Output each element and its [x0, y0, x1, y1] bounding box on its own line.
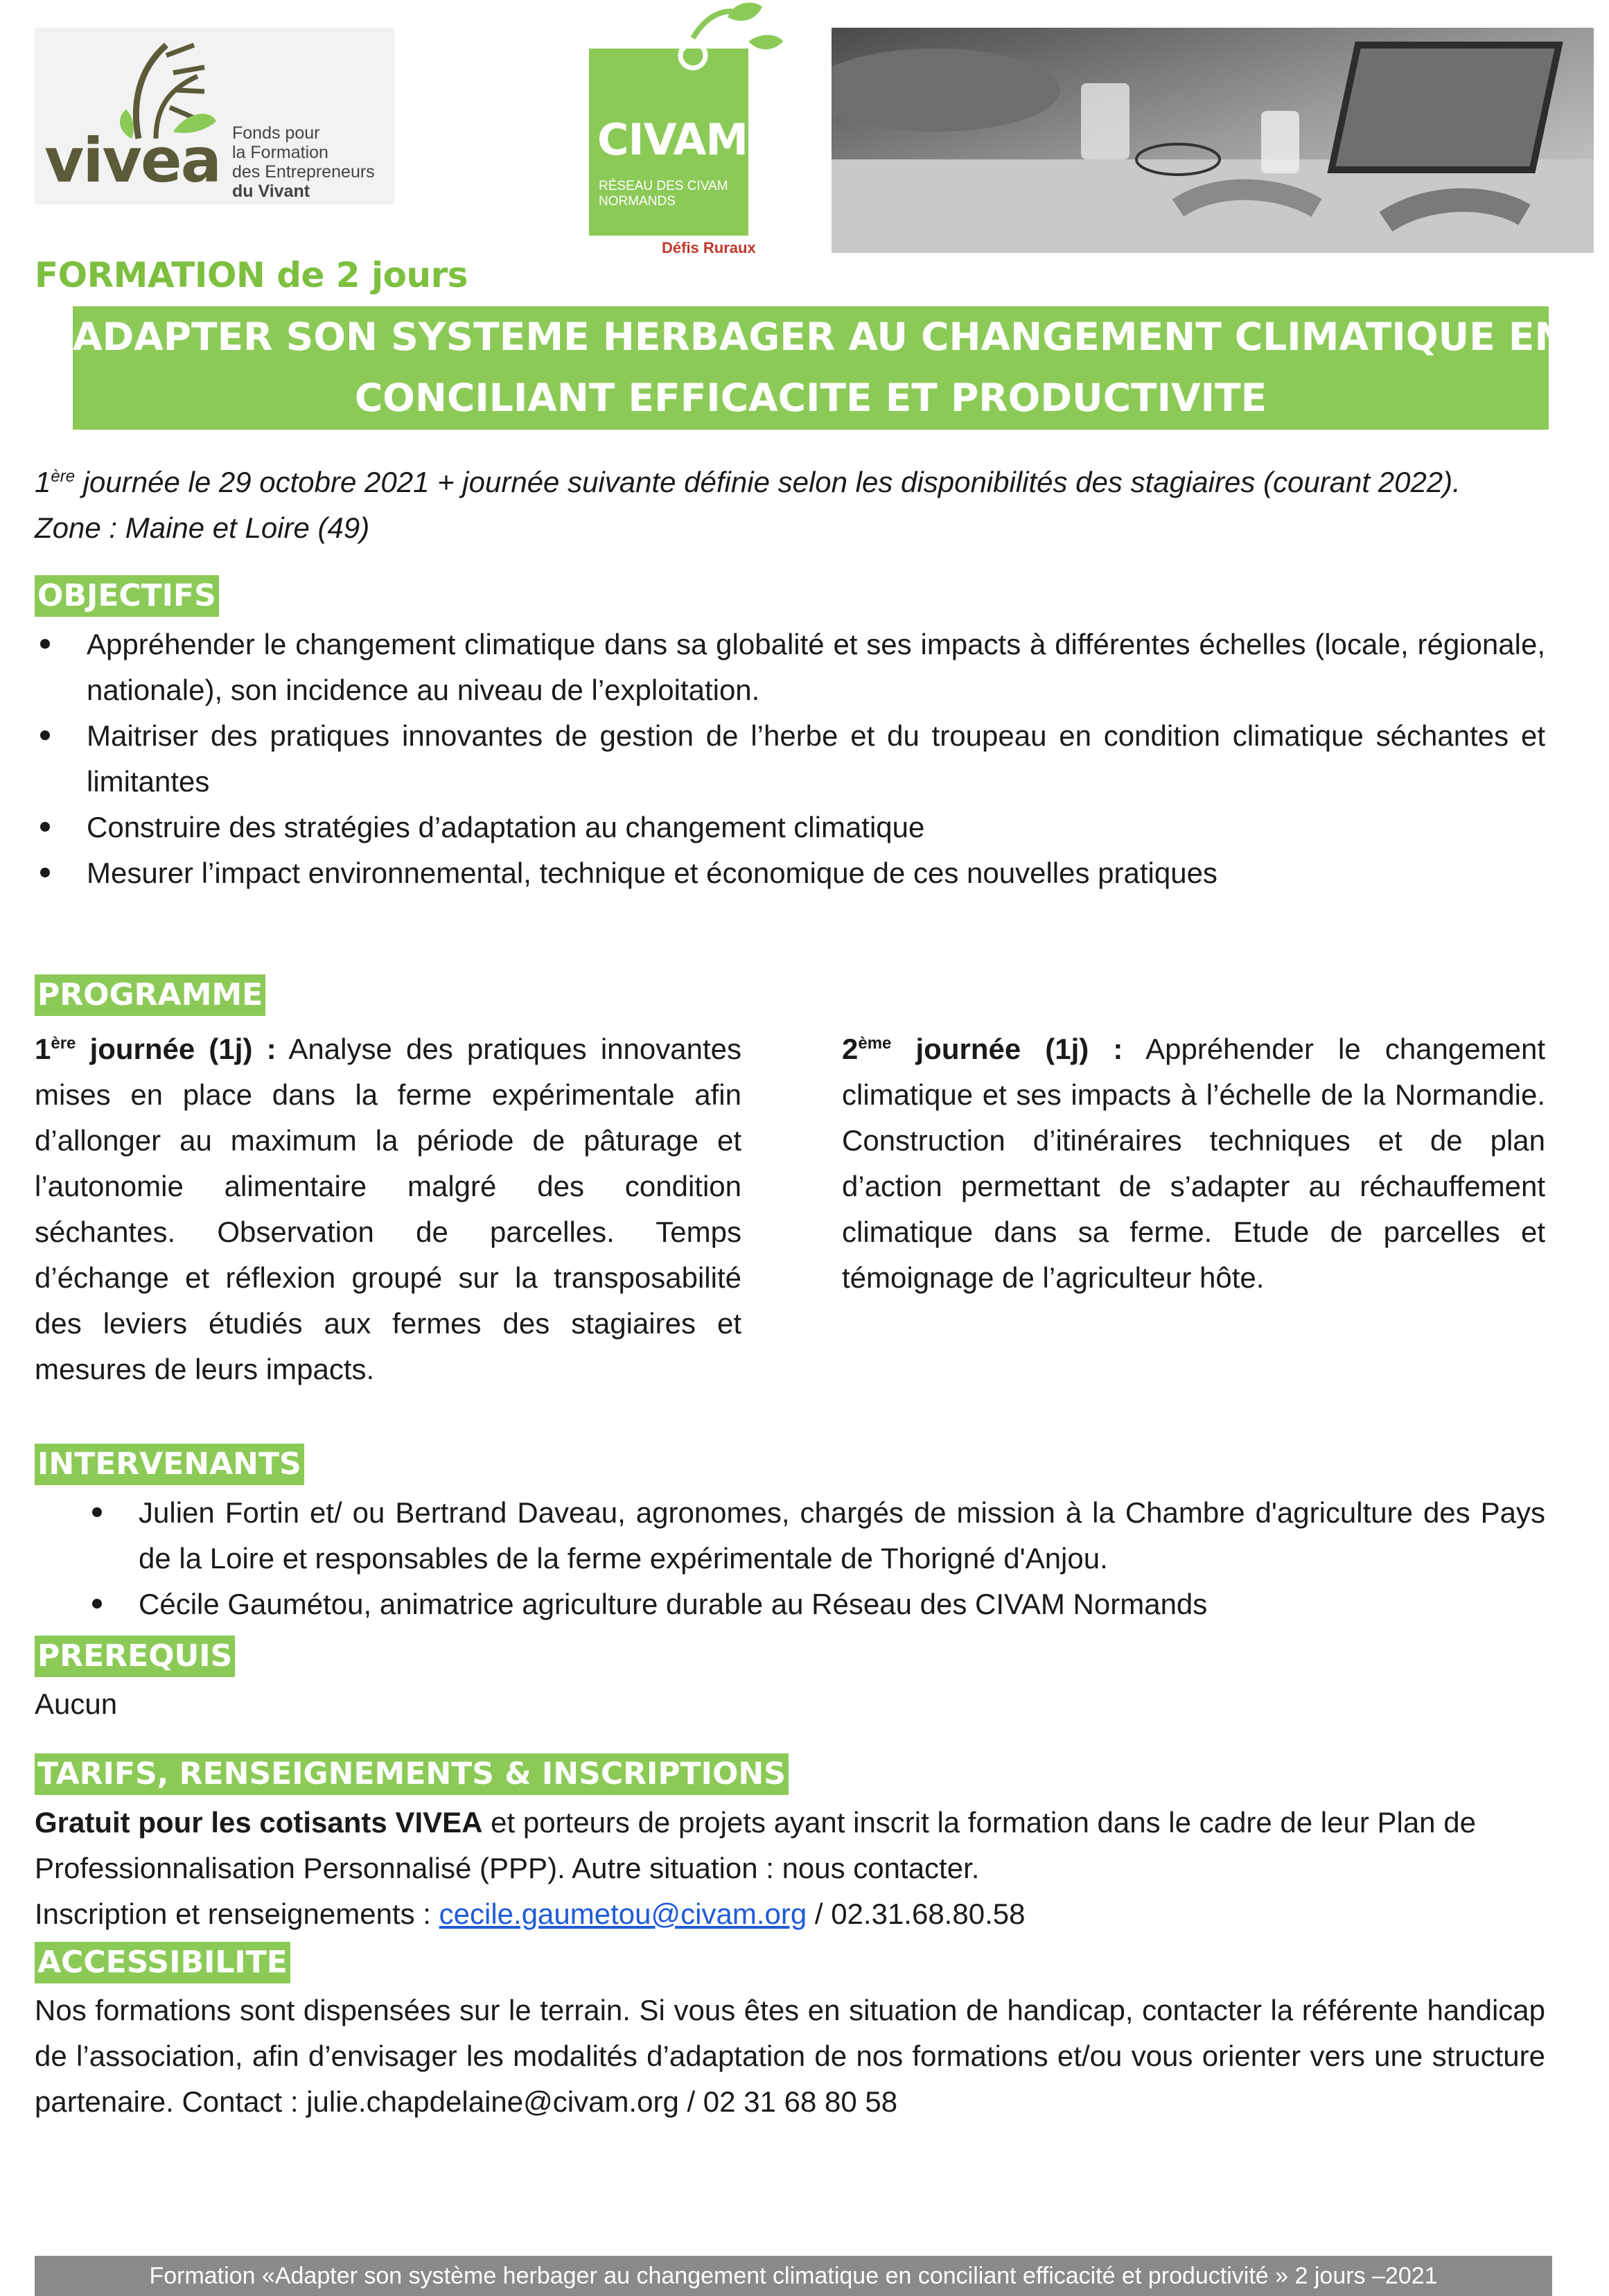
list-item: Appréhender le changement climatique dans sa globalité et ses impacts à différentes échelles (locale, régionale, nationale), son incidence au niveau de l’exploitation.	[35, 622, 1545, 713]
objectifs-heading: OBJECTIFS	[35, 575, 219, 617]
vivea-wordmark: vivea	[44, 125, 220, 196]
list-item: Julien Fortin et/ ou Bertrand Daveau, agronomes, chargés de mission à la Chambre d'agriculture des Pays de la Loire et responsables de la ferme expérimentale de Thorigné d'Anjou.	[87, 1490, 1545, 1581]
tarifs-text: Gratuit pour les cotisants VIVEA et porteurs de projets ayant inscrit la formation dans le cadre de leur Plan de Professionnalisation Personnalisé (PPP). Autre situation : nous contacter. Inscription et renseignements : cecile.gaumetou@civam.org / 02.31.68.80.58	[35, 1806, 1476, 1930]
programme-day-2: 2ème journée (1j) : Appréhender le changement climatique et ses impacts à l’échelle de la Normandie. Construction d’itinéraires techniques et de plan d’action permettant de s’adapter au réchauffement climatique dans sa ferme. Etude de parcelles et témoignage de l’agriculteur hôte.	[842, 1033, 1545, 1294]
bullet-icon	[40, 639, 50, 649]
intervenants-heading: INTERVENANTS	[35, 1444, 304, 1485]
prerequis-text: Aucun	[35, 1688, 118, 1720]
dates-line-2: Zone : Maine et Loire (49)	[35, 511, 370, 544]
bullet-icon	[40, 822, 50, 832]
bullet-icon	[40, 868, 50, 877]
session-dates	[35, 454, 1573, 551]
vivea-tagline: Fonds pour la Formation des Entrepreneurs du Vivant	[232, 123, 375, 201]
title-line-2: CONCILIANT EFFICACITE ET PRODUCTIVITE	[354, 376, 1267, 420]
list-item: Cécile Gaumétou, animatrice agriculture durable au Réseau des CIVAM Normands	[87, 1581, 1545, 1627]
dates-line-1: 1ère journée le 29 octobre 2021 + journée suivante définie selon les disponibilités des stagiaires (courant 2022).	[35, 466, 1461, 498]
programme-day-1: 1ère journée (1j) : Analyse des pratiques innovantes mises en place dans la ferme expérimentale afin d’allonger au maximum la période de pâturage et l’autonomie alimentaire malgré des condition séchantes. Observation de parcelles. Temps d’échange et réflexion groupé sur la transposabilité des leviers étudiés aux fermes des stagiaires et mesures de leurs impacts.	[35, 1033, 741, 1385]
footer-bar: Formation «Adapter son système herbager au changement climatique en conciliant efficacité et productivité » 2 jours –2021	[35, 2256, 1552, 2296]
title-line-1: ADAPTER SON SYSTEME HERBAGER AU CHANGEMENT CLIMATIQUE EN	[73, 315, 1567, 359]
bullet-icon	[92, 1599, 102, 1609]
list-item: Construire des stratégies d’adaptation au changement climatique	[35, 805, 1545, 850]
tarifs-bold-lead: Gratuit pour les cotisants VIVEA	[35, 1806, 483, 1839]
people-working-table-photo	[832, 28, 1594, 253]
objectifs-list	[35, 622, 1545, 896]
bullet-icon	[92, 1507, 102, 1517]
intervenants-list	[87, 1490, 1545, 1627]
civam-network: RÉSEAU DES CIVAM NORMANDS	[599, 179, 728, 209]
civam-slogan: Défis Ruraux	[662, 239, 756, 256]
prerequis-heading: PREREQUIS	[35, 1636, 235, 1677]
civam-wordmark: CIVAM	[597, 114, 748, 165]
tarifs-heading: TARIFS, RENSEIGNEMENTS & INSCRIPTIONS	[35, 1753, 789, 1795]
programme-heading: PROGRAMME	[35, 974, 265, 1016]
bullet-icon	[40, 730, 50, 740]
formation-kicker: FORMATION de 2 jours	[35, 255, 468, 295]
contact-email-link[interactable]: cecile.gaumetou@civam.org	[439, 1898, 807, 1930]
vivea-logo	[35, 28, 395, 204]
hero-photo	[832, 28, 1594, 253]
accessibilite-heading: ACCESSIBILITE	[35, 1942, 290, 1983]
list-item: Mesurer l’impact environnemental, technique et économique de ces nouvelles pratiques	[35, 850, 1545, 896]
accessibilite-text: Nos formations sont dispensées sur le terrain. Si vous êtes en situation de handicap, contacter la référente handicap de l’association, afin d’envisager les modalités d’adaptation de nos formations et/ou vous orienter vers une structure partenaire. Contact : julie.chapdelaine@civam.org / 02 31 68 80 58	[35, 1994, 1545, 2118]
title-banner	[73, 306, 1567, 430]
civam-logo	[589, 0, 790, 263]
list-item: Maitriser des pratiques innovantes de gestion de l’herbe et du troupeau en condition climatique séchantes et limitantes	[35, 713, 1545, 805]
